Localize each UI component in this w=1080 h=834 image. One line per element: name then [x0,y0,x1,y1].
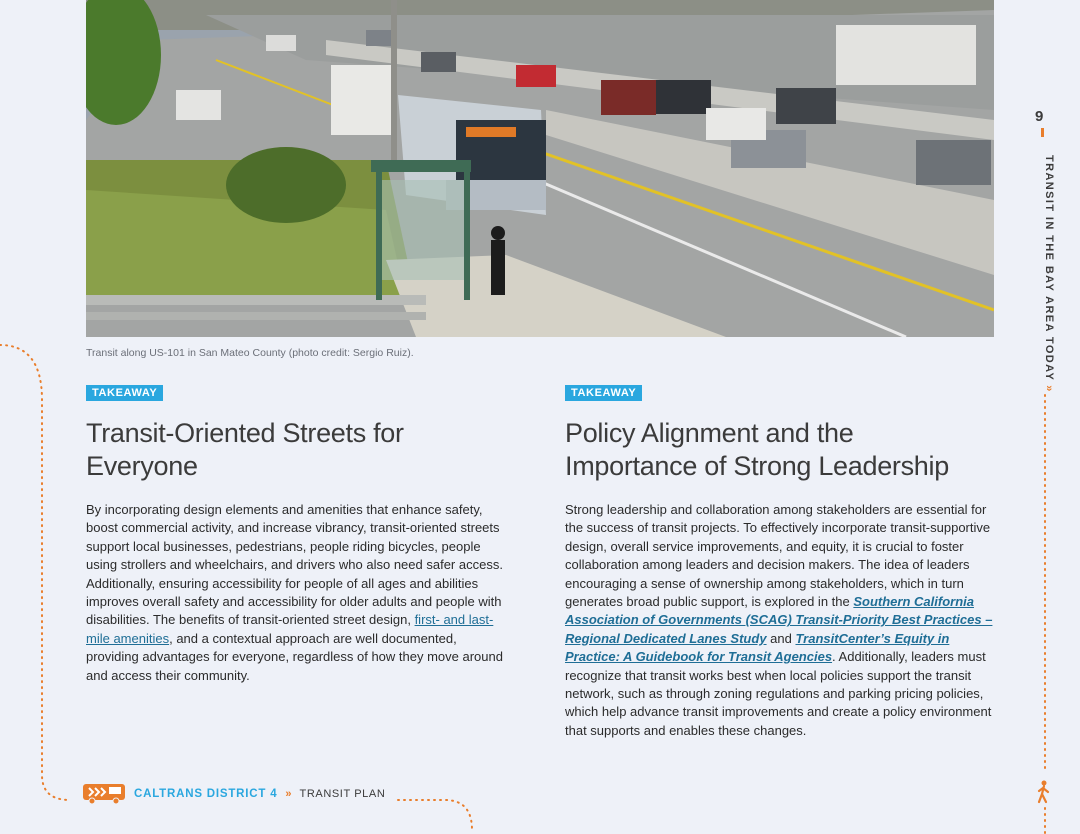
body-text: . Additionally, leaders must recognize that transit works best when local policies support the transit network, such as through zoning regulations and parking pricing policies, which help advance transit improvements and create a policy environment that supports and enables these changes. [565,649,992,738]
highway-photo [86,0,994,337]
section-heading [565,417,997,483]
transitcenter-guidebook-link[interactable]: TransitCenter’s Equity in Practice: A Guidebook for Transit Agencies [565,630,950,665]
heading-line-1: Policy Alignment and the [565,418,854,448]
bus-icon [82,783,126,805]
footer [82,782,385,806]
page-number-bar [1041,128,1044,137]
body-text: By incorporating design elements and amenities that enhance safety, boost commercial activity, and increase vibrancy, transit-oriented streets support local businesses, pedestrians, people riding bicycles, people using strollers and wheelchairs, and drivers who also need safer access. Additionally, ensuring accessibility for people of all ages and abilities improves overall safety and accessibility for older adults and people with disabilities. The benefits of transit-oriented street design, [86,502,503,628]
body-text: , and a contextual approach are well documented, providing advantages for everyone, regardless of how they move around and access their community. [86,630,503,683]
chevron-icon: » [285,788,292,800]
page-number: 9 [1035,108,1044,125]
body-paragraph [86,501,506,685]
photo-caption: Transit along US-101 in San Mateo County (photo credit: Sergio Ruiz). [86,347,414,359]
first-last-mile-link[interactable]: first- and last-mile amenities [86,612,494,646]
heading-line-1: Transit-Oriented Streets for [86,418,404,448]
heading-line-2: Everyone [86,451,198,481]
footer-brand: CALTRANS DISTRICT 4 [134,788,278,800]
left-column [86,383,506,685]
body-text: Strong leadership and collaboration among stakeholders are essential for the success of transit projects. To effectively incorporate transit-supportive design, overall service improvements, and equity, it is crucial to foster collaboration among leaders and decision makers. The idea of leaders encouraging a sense of ownership among stakeholders, which in turn generates broad public support, is explored in the [565,502,991,610]
chevron-icon: » [1043,385,1055,393]
body-text: and [766,630,796,646]
body-paragraph [565,501,997,740]
scag-study-link[interactable]: Southern California Association of Governments (SCAG) Transit-Priority Best Practices – Regional Dedicated Lanes Study [565,594,993,646]
takeaway-badge: TAKEAWAY [565,385,642,401]
right-column [565,383,997,740]
pedestrian-icon [1037,780,1051,804]
footer-plan: TRANSIT PLAN [299,788,386,800]
heading-line-2: Importance of Strong Leadership [565,451,949,481]
section-heading [86,417,506,483]
section-title-vertical [1043,155,1055,393]
section-title: TRANSIT IN THE BAY AREA TODAY [1043,155,1055,382]
takeaway-badge: TAKEAWAY [86,385,163,401]
